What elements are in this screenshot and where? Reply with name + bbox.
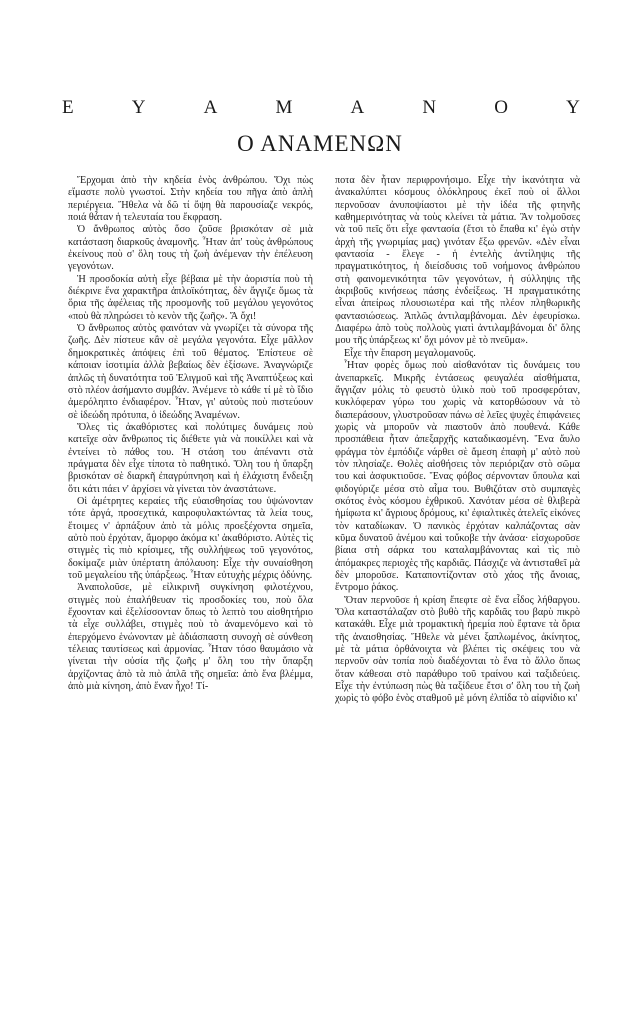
author-letter: Α	[203, 97, 218, 118]
right-column	[335, 175, 580, 706]
author-letter: Υ	[566, 97, 580, 118]
left-column	[68, 175, 313, 693]
paragraph: ποτα δὲν ἦταν περιφρονήσιμο. Εἶχε τὴν ἱκανότητα νὰ ἀνακαλύπτει κόσμους ὁλόκληρους ἐκεῖ ποὺ οἱ ἄλλοι περνοῦσαν ἀνυποψίαστοι μὲ τὴν ἰδέα τῆς φτηνῆς καθημερινότητας νὰ τοὺς κλείνει τὰ μάτια. Ἂν τολμοῦσες νὰ τοῦ πεῖς ὅτι εἶχε φαντασία (ἔτσι τὸ ἔπαθα κι' ἐγὼ στὴν ἀρχὴ τῆς γνωριμίας μας) γινόταν ἔξω φρενῶν. «Δὲν εἶναι φαντασία - ἔλεγε - ἡ ἐντελὴς ἀντίληψις τῆς πραγματικότητος, ἡ διείσδυσις τοῦ νοήμονος ἀνθρώπου στὴ φαινομενικότητα τῶν γεγονότων, ἡ σύλληψις τῆς ἀκριβοῦς κινήσεως πάσης ἐνδείξεως. Ἡ πραγματικότης εἶναι ἀπείρως πλουσιωτέρα καὶ τῆς πλέον πληθωρικῆς φαντασιώσεως. Ἀπλῶς ἀντιλαμβάνομαι. Δὲν ἐφευρίσκω. Διαφέρω ἀπὸ τοὺς πολλοὺς γιατὶ ἀντιλαμβάνομαι δι' ὅλης μου τῆς ὑπάρξεως κι' ὄχι μόνον μὲ τὸ πνεῦμα».	[335, 175, 580, 347]
paragraph: Ὅλες τὶς ἀκαθόριστες καὶ πολύτιμες δυνάμεις ποὺ κατεῖχε σὰν ἄνθρωπος τὶς διέθετε γιὰ νὰ ποικίλλει καὶ νὰ ἐντείνει τὸ πάθος του. Ἡ στάση του ἀπέναντι στὰ πράγματα δὲν εἶχε τίποτα τὸ παθητικό. Ὅλη του ἡ ὕπαρξη βρισκόταν σὲ διαρκῆ ἐπαγρύπνηση καὶ ἡ ἐλάχιστη ἔνδειξη ὅτι κάτι πάει ν' ἀρχίσει νὰ γίνεται τὸν ἀναστάτωνε.	[68, 421, 313, 495]
author-letter: Α	[350, 97, 365, 118]
paragraph: Ἦταν φορὲς ὅμως ποὺ αἰσθανόταν τὶς δυνάμεις του ἀνεπαρκεῖς. Μικρῆς ἐντάσεως φευγαλέα αἰσθήματα, ἄγγιζαν μόλις τὸ φευστὸ ὑλικὸ ποὺ τοῦ προσφερόταν, κυκλόφεραν γύρω του χωρὶς νὰ κατορθώσουν νὰ τὸ διαπεράσουν, γλυστροῦσαν πάνω σὲ λεῖες ψυχὲς ἐπιφάνειες χωρὶς νὰ μποροῦν νὰ πιαστοῦν ἀπὸ πουθενά. Κάθε προσπάθεια ἦταν ἀπεξαρχῆς καταδικασμένη. Ἕνα ἄυλο φράγμα τὸν ἐμπόδιζε νάρθει σὲ ἄμεση ἐπαφὴ μ' αὐτὸ ποὺ τὸν πλησίαζε. Θολὲς αἰσθήσεις τὸν περιόριζαν στὸ σῶμα του καὶ ἀσφυκτιοῦσε. Ἕνας φόβος σέρνονταν ὕπουλα καὶ φιδογύριζε μέσα στὸ αἷμα του. Βυθιζόταν στὸ συμπαγὲς σκότος ἑνὸς κόσμου ἐχθρικοῦ. Χανόταν μέσα σὲ θλιβερὰ ἡμίφωτα κι' ἄγριους δρόμους, κι' ἐφιαλτικὲς ἀτελεῖς εἰκόνες τὸν καταδίωκαν. Ὁ πανικὸς ἐρχόταν καλπάζοντας σὰν κῦμα δυνατοῦ ἀνέμου καὶ τοὔκοβε τὴν ἀνάσα· εἰσχωροῦσε βίαια στὴ σάρκα του καταλαμβάνοντας καὶ τὶς πιὸ ἀπόμακρες περιοχὲς τῆς καρδιᾶς. Πάσχιζε νὰ ἀντισταθεῖ μὰ δὲν μποροῦσε. Καταποντίζονταν στὸ χάος τῆς ἄνοιας, ἔντρομο ῥάκος.	[335, 360, 580, 594]
paragraph: Εἶχε τὴν ἔπαρση μεγαλομανοῦς.	[344, 347, 476, 359]
author-letter: Ε	[62, 97, 74, 118]
paragraph: Ἡ προσδοκία αὐτὴ εἶχε βέβαια μὲ τὴν ἀοριστία ποὺ τὴ διέκρινε ἕνα χαρακτῆρα ἁπλοϊκότητας, δὲν ἄγγιζε ὅμως τὰ ὅρια τῆς ἀφέλειας τῆς προσμονῆς τοῦ μεγάλου γεγονότος «ποὺ θὰ πληρώσει τὸ κενὸν τῆς ζωῆς». Ἄ ὄχι!	[68, 273, 313, 322]
paragraph: Ὁ ἄνθρωπος αὐτὸς ὅσο ζοῦσε βρισκόταν σὲ μιὰ κατάσταση διαρκοῦς ἀναμονῆς. Ἦταν ἀπ' τοὺς ἀνθρώπους ἐκείνους ποὺ σ' ὅλη τους τὴ ζωὴ ἀνέμεναν τὴν ἐπέλευση γεγονότων.	[68, 224, 313, 273]
author-letter: Ο	[494, 97, 509, 118]
paragraph: Ἔρχομαι ἀπὸ τὴν κηδεία ἑνὸς ἀνθρώπου. Ὄχι πὼς εἴμαστε πολὺ γνωστοί. Στὴν κηδεία του πῆγα ἀπὸ ἁπλὴ περιέργεια. Ἤθελα νὰ δῶ τί ὄψη θὰ παρουσίαζε νεκρός, ποιά θἆταν ἡ τελευταία του ἔκφραση.	[68, 175, 313, 224]
paragraph: Ὅταν περνοῦσε ἡ κρίση ἔπεφτε σὲ ἕνα εἶδος λήθαργου. Ὅλα καταστάλαζαν στὸ βυθὸ τῆς καρδιᾶς του βαρὺ πικρὸ κατακάθι. Εἶχε μιὰ τρομακτικὴ ἠρεμία ποὺ ἔφτανε τὰ ὅρια τῆς ἀναισθησίας. Ἤθελε νὰ μένει ξαπλωμένος, ἀκίνητος, μὲ τὰ μάτια ὀρθάνοιχτα νὰ βλέπει τὶς σκέψεις του νὰ περνοῦν σὰν τοπία ποὺ διαδέχονται τὸ ἕνα τὸ ἄλλο ὅπως ὅταν κάθεσαι στὸ παράθυρο τοῦ τραίνου καὶ ταξιδεύεις. Εἶχε τὴν ἐντύπωση πὼς θὰ ταξίδευε ἔτσι σ' ὅλη του τὴ ζωὴ χωρὶς τὸ φόβο ἑνὸς σταθμοῦ μὲ μόνη ἐλπίδα τὸ αἰφνίδιο κι'	[335, 594, 580, 705]
paragraph: Ἀναπολοῦσε, μὲ εἰλικρινῆ συγκίνηση φιλοτέχνου, στιγμὲς ποὺ ἐπαλήθευαν τὶς προσδοκίες του, ποὺ ὅλα ἔχοονταν καὶ ἐξελίσσονταν ὅπως τὸ λεπτὸ του αἰσθητήριο τὰ εἶχε συλλάβει, στιγμὲς ποὺ τὸ ἀναμενόμενο καὶ τὸ ἐπερχόμενο ἑνώνονταν μὲ ἀδιάσπαστη συνοχὴ σὲ σύνθεση τέλειας ταυτίσεως καὶ ἁρμονίας. Ἦταν τόσο θαυμάσιο νὰ γίνεται τὴν οὐσία τῆς ζωῆς μ' ὅλη του τὴν ὕπαρξη ἀρχίζοντας ἀπὸ τὰ πιὸ ἁπλᾶ τῆς σημεῖα: ἀπὸ ἕνα βλέμμα, ἀπὸ μιὰ κίνηση, ἀπὸ ἕναν ἦχο! Τί-	[68, 582, 313, 693]
author-letter: Μ	[275, 97, 293, 118]
author-letter: Ν	[422, 97, 437, 118]
paragraph: Οἱ ἀμέτρητες κεραίες τῆς εὐαισθησίας του ὑψώνονταν τότε ἀργά, προσεχτικά, καιροφυλακτώντας τὰ λεία τους, ἕτοιμες ν' ἁρπάξουν ἀπὸ τὰ μόλις προεξέχοντα σημεῖα, αὐτὸ ποὺ ἐρχόταν, ἄμορφο ἀκόμα κι' ἀκαθόριστο. Αὐτὲς τὶς στιγμὲς τὶς πιὸ κρίσιμες, τῆς συλλήψεως τοῦ γεγονότος, δοκίμαζε μιὰν ὑπέρτατη ἀπόλαυση: Εἶχε τὴν συναίσθηση τοῦ μεγαλείου τῆς ὑπάρξεως. Ἦταν εὐτυχὴς μέχρις ὀδύνης.	[68, 495, 313, 581]
story-title: Ο ΑΝΑΜΕΝΩΝ	[237, 131, 403, 156]
author-name	[62, 97, 580, 119]
author-letter: Υ	[131, 97, 146, 118]
paragraph: Ὁ ἄνθρωπος αὐτὸς φαινόταν νὰ γνωρίζει τὰ σύνορα τῆς ζωῆς. Δὲν πίστευε κἂν σὲ μεγάλα γεγονότα. Εἶχε μᾶλλον δημοκρατικὲς ἀπόψεις ἐπὶ τοῦ θέματος. Ἐπίστευε σὲ κάποιαν ἰσοτιμία ἀλλὰ βεβαίως δὲν ἐξίσωνε. Ἀναγνώριζε ἁπλῶς τὴ δυνατότητα τοῦ Ἐλιγμοῦ καὶ τῆς Ἀναπτύξεως καὶ στὸ πλέον ἀσήμαντο συμβάν. Ἀνέμενε τὸ κάθε τί μὲ τὸ ἴδιο ἀμερόληπτο ἐνδιαφέρον. Ἦταν, γι' αὐτοὺς ποὺ πιστεύουν σὲ ἰδεώδη πρότυπα, ὁ ἰδεώδης Ἀναμένων.	[68, 323, 313, 421]
